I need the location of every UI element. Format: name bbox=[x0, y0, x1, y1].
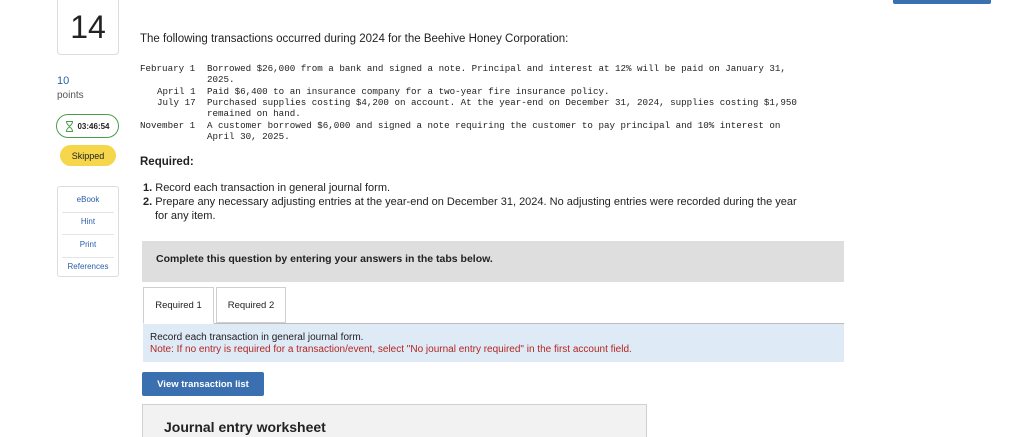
transaction-text: Paid $6,400 to an insurance company for a two-year fire insurance policy. bbox=[207, 86, 610, 97]
required-heading: Required: bbox=[140, 156, 194, 168]
tools-panel bbox=[57, 186, 119, 277]
intro-text: The following transactions occurred during 2024 for the Beehive Honey Corporation: bbox=[140, 33, 569, 45]
references-link[interactable]: References bbox=[67, 262, 109, 271]
transaction-text: 2025. bbox=[207, 74, 235, 85]
tab-required-2[interactable]: Required 2 bbox=[216, 287, 286, 323]
timer-value: 03:46:54 bbox=[77, 121, 110, 131]
required-item bbox=[143, 182, 390, 194]
transaction-date: February 1 bbox=[140, 63, 196, 74]
transaction-text: A customer borrowed $6,000 and signed a note requiring the customer to pay principal and 10% interest on bbox=[207, 120, 781, 131]
hourglass-icon bbox=[65, 121, 74, 132]
instruction-note: Note: If no entry is required for a transaction/event, select "No journal entry required" in the first account field. bbox=[150, 344, 632, 355]
transaction-date: April 1 bbox=[157, 86, 196, 97]
transaction-date: November 1 bbox=[140, 120, 196, 131]
divider bbox=[62, 257, 114, 258]
timer bbox=[56, 114, 119, 138]
print-link[interactable]: Print bbox=[79, 240, 97, 249]
required-item-text: Prepare any necessary adjusting entries at the year-end on December 31, 2024. No adjusting entries were recorded during the year bbox=[155, 196, 797, 208]
instructions-box bbox=[143, 324, 844, 362]
top-right-button[interactable] bbox=[893, 0, 991, 4]
divider bbox=[62, 212, 114, 213]
hint-link[interactable]: Hint bbox=[80, 217, 96, 226]
question-number: 14 bbox=[57, 0, 119, 55]
required-item-number: 2. bbox=[143, 196, 153, 208]
tab-required-1[interactable]: Required 1 bbox=[143, 287, 214, 324]
transaction-text: remained on hand. bbox=[207, 108, 301, 119]
required-item-continued: for any item. bbox=[155, 210, 216, 222]
transaction-text: Purchased supplies costing $4,200 on account. At the year-end on December 31, 2024, supplies costing $1,950 bbox=[207, 97, 797, 108]
required-item-text: Record each transaction in general journal form. bbox=[155, 182, 391, 194]
points-value: 10 bbox=[57, 75, 70, 87]
journal-worksheet-panel bbox=[142, 404, 647, 437]
complete-prompt-box bbox=[142, 241, 844, 282]
complete-prompt: Complete this question by entering your answers in the tabs below. bbox=[156, 253, 493, 265]
transaction-text: April 30, 2025. bbox=[207, 131, 290, 142]
status-badge: Skipped bbox=[60, 145, 116, 166]
transaction-date: July 17 bbox=[157, 97, 196, 108]
required-item bbox=[143, 196, 797, 208]
view-transaction-list-button[interactable]: View transaction list bbox=[142, 372, 264, 396]
divider bbox=[62, 234, 114, 235]
points-label: points bbox=[57, 90, 84, 101]
ebook-link[interactable]: eBook bbox=[76, 195, 100, 204]
instruction-text: Record each transaction in general journal form. bbox=[150, 332, 364, 343]
transaction-text: Borrowed $26,000 from a bank and signed a note. Principal and interest at 12% will be paid on January 31, bbox=[207, 63, 786, 74]
required-item-number: 1. bbox=[143, 182, 153, 194]
worksheet-title: Journal entry worksheet bbox=[164, 419, 326, 435]
